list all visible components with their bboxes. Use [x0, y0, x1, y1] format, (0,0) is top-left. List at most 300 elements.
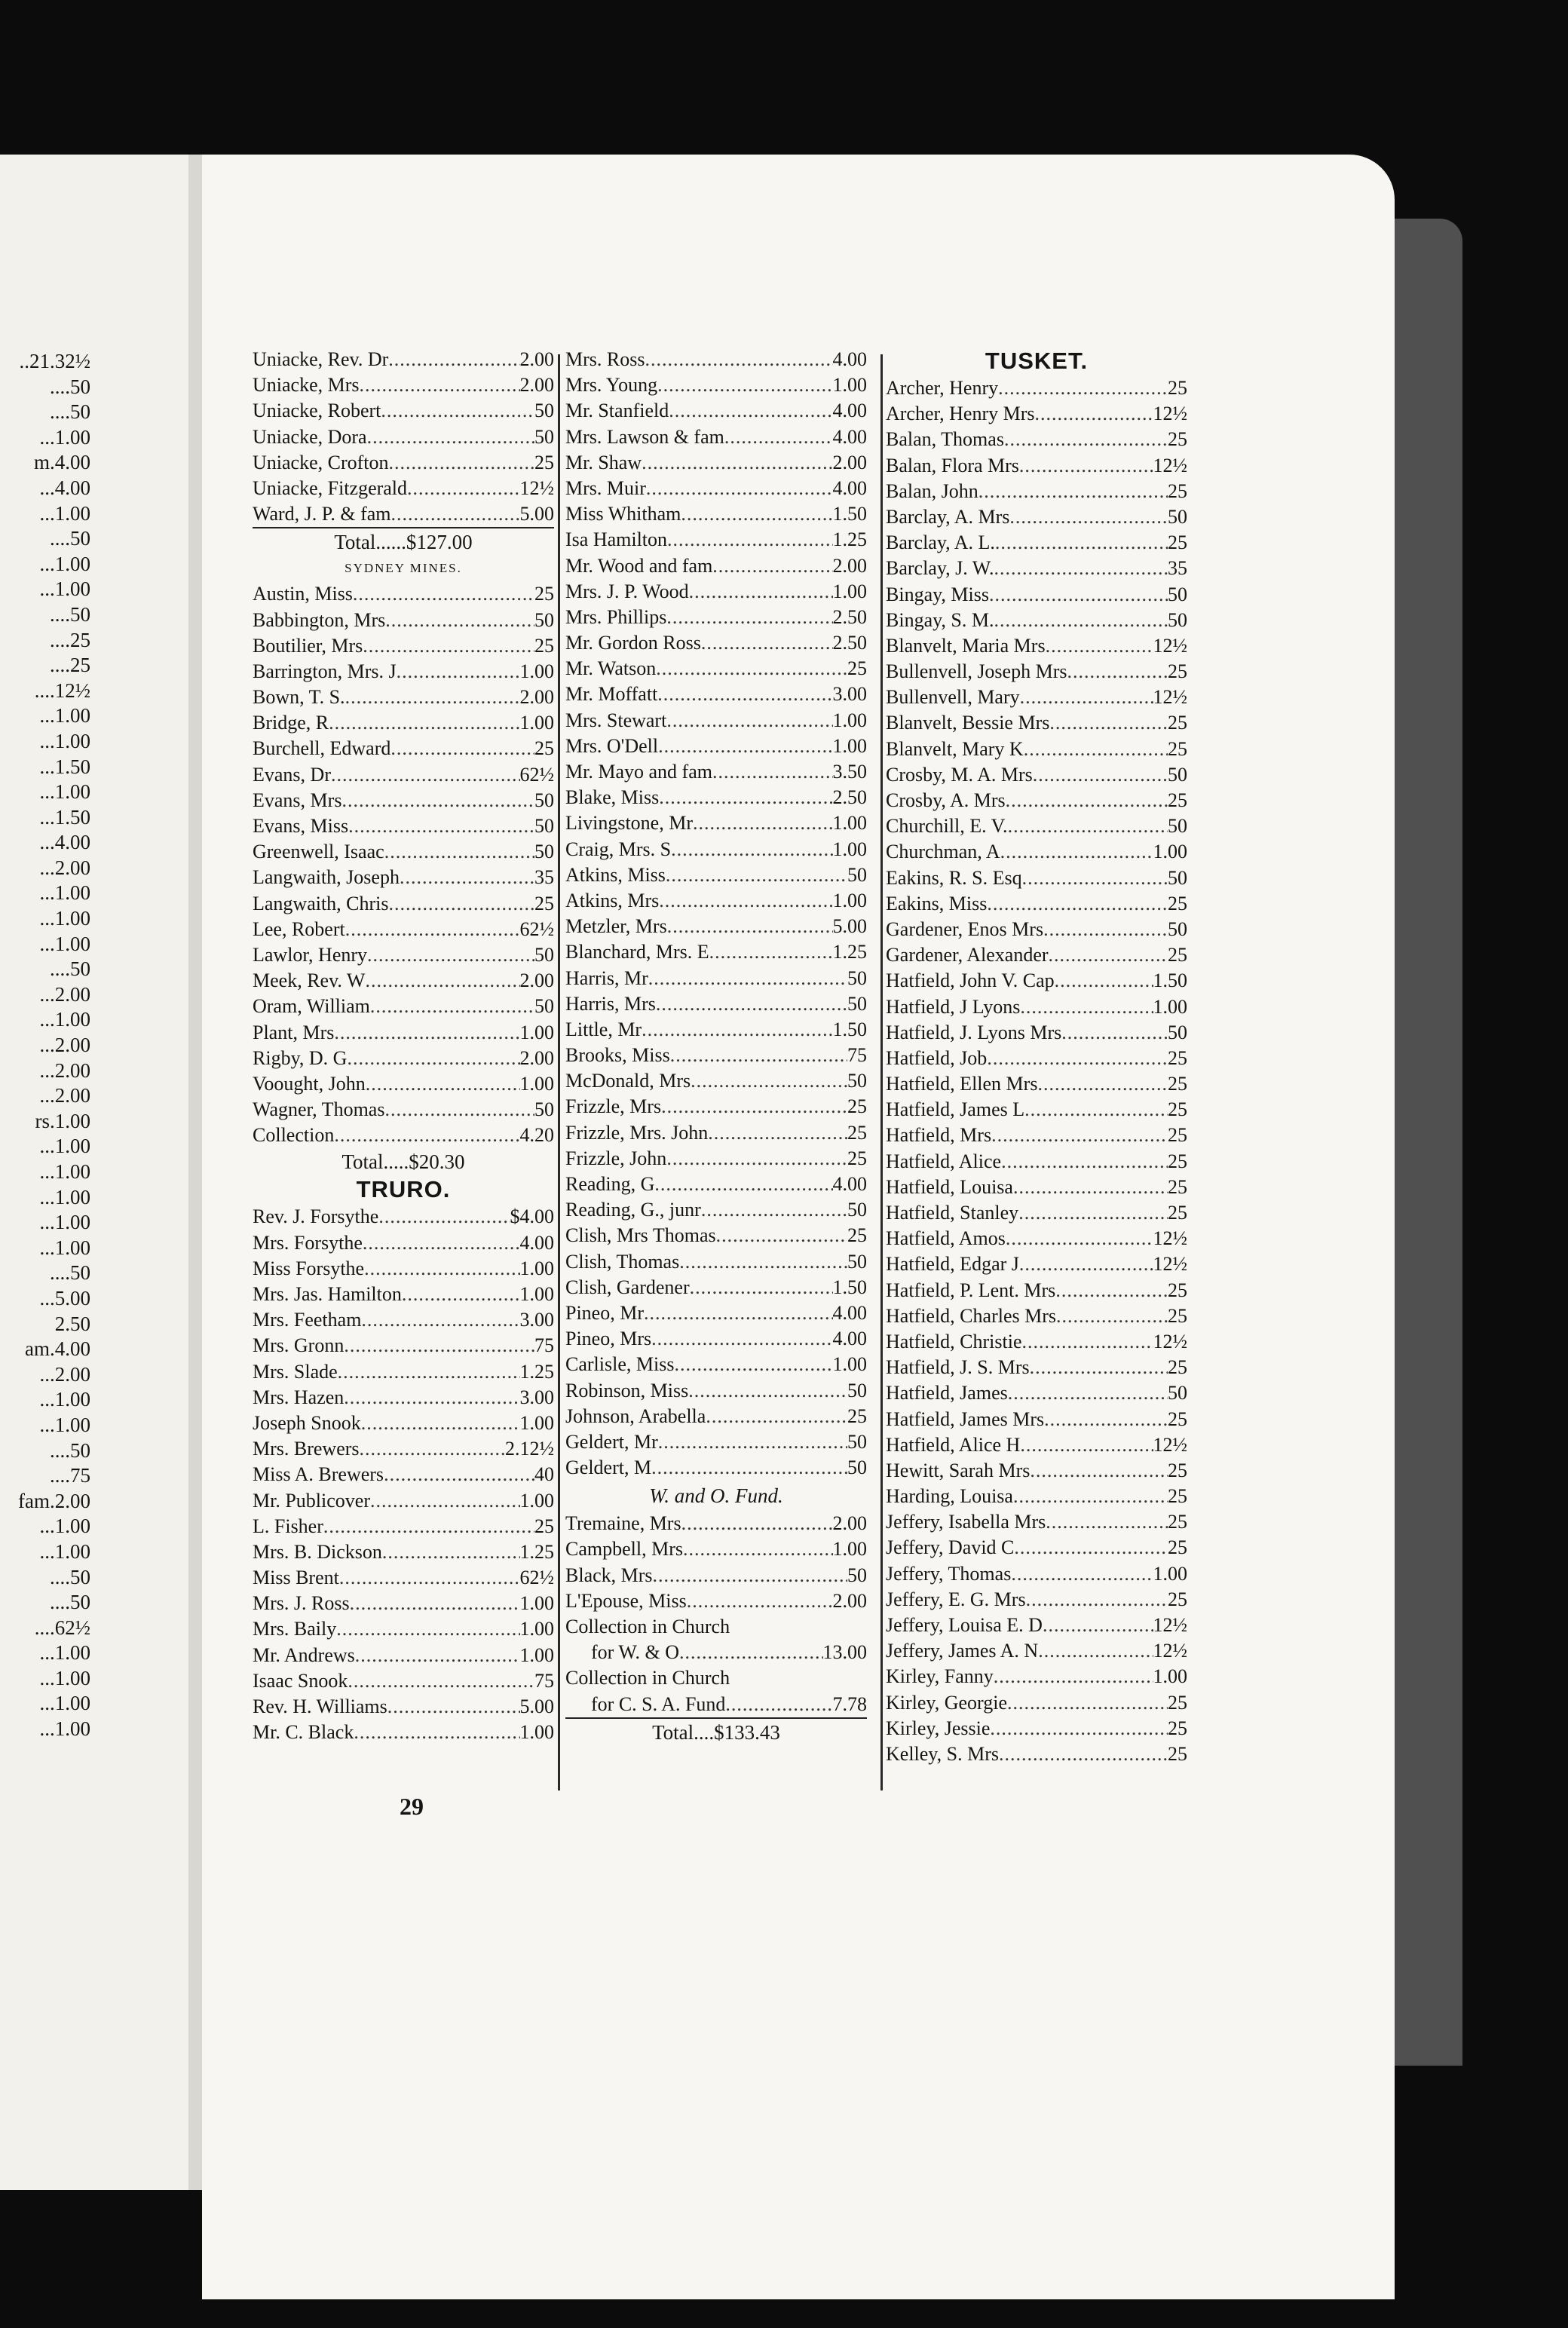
entry-amount: 62½	[519, 917, 554, 940]
entry-amount: 5.00	[519, 503, 554, 525]
subscription-entry	[886, 968, 1187, 994]
dot-leader	[344, 1385, 519, 1411]
dot-leader	[658, 734, 832, 759]
entry-name: Bullenvell, Joseph Mrs	[886, 660, 1067, 683]
entry-amount: 12½	[1153, 1433, 1187, 1456]
entry-name: Balan, John	[886, 479, 978, 502]
entry-amount: 50	[1168, 1021, 1187, 1043]
dot-leader	[657, 682, 832, 707]
subscription-entry	[565, 1352, 867, 1377]
entry-name: Mrs. Lawson & fam	[565, 425, 724, 448]
dot-leader	[1000, 839, 1153, 865]
entry-name: Hatfield, Job	[886, 1046, 988, 1069]
entry-name: Uniacke, Mrs	[253, 374, 360, 397]
entry-amount: 1.00	[832, 734, 867, 757]
dot-leader	[385, 608, 534, 633]
entry-amount: 1.00	[519, 1072, 554, 1095]
dot-leader	[367, 424, 534, 450]
entry-name: Mrs. Baily	[253, 1618, 337, 1640]
entry-amount: 12½	[1153, 634, 1187, 657]
subscription-entry	[886, 710, 1187, 736]
subscription-entry	[565, 1275, 867, 1300]
entry-amount: 25	[1168, 712, 1187, 734]
entry-name: Rigby, D. G	[253, 1046, 348, 1069]
subscription-entry	[565, 553, 867, 579]
entry-amount: 4.00	[832, 425, 867, 448]
subscription-entry	[886, 942, 1187, 968]
entry-name: Eakins, Miss	[886, 892, 988, 914]
entry-name: Barclay, J. W.	[886, 557, 994, 580]
entry-name: Brooks, Miss	[565, 1044, 670, 1067]
entry-amount: 1.00	[832, 812, 867, 835]
entry-name: Miss Brent	[253, 1567, 339, 1589]
entry-amount: 50	[847, 1564, 867, 1586]
previous-page-line: ...2.00	[39, 1034, 90, 1057]
dot-leader	[363, 633, 534, 659]
entry-name: Hatfield, Amos	[886, 1227, 1006, 1250]
entry-name: Rev. H. Williams	[253, 1695, 387, 1717]
entry-name: Rev. J. Forsythe	[253, 1205, 379, 1228]
entry-amount: 75	[534, 1334, 554, 1357]
previous-page-line: ...4.00	[39, 831, 90, 854]
previous-page-line: ...1.00	[39, 881, 90, 905]
subscription-entry	[886, 1535, 1187, 1561]
entry-amount: 4.00	[832, 1173, 867, 1195]
entry-name: Mrs. Brewers	[253, 1438, 360, 1460]
entry-amount: 25	[847, 657, 867, 680]
subscription-entry	[886, 1561, 1187, 1587]
dot-leader	[651, 1455, 847, 1481]
entry-name: Churchill, E. V.	[886, 815, 1008, 838]
entry-amount: 25	[847, 1404, 867, 1427]
entry-name: Hatfield, Stanley	[886, 1202, 1019, 1224]
subscription-entry	[253, 685, 554, 710]
collection-1-line1: Collection in Church	[565, 1616, 730, 1637]
entry-amount: 25	[534, 451, 554, 473]
dot-leader	[645, 347, 832, 372]
entry-amount: 50	[534, 995, 554, 1018]
subscription-entry	[253, 1616, 554, 1642]
entry-amount: 50	[1168, 763, 1187, 786]
entry-amount: 2.00	[519, 686, 554, 709]
entry-amount: 12½	[1153, 403, 1187, 425]
dot-leader	[666, 605, 832, 630]
entry-amount: 40	[534, 1463, 554, 1486]
dot-leader	[681, 501, 832, 527]
previous-page-line: ...1.00	[39, 1539, 90, 1563]
previous-page-line: ...1.00	[39, 1185, 90, 1208]
entry-amount: 25	[847, 1147, 867, 1169]
subscription-entry	[886, 813, 1187, 839]
entry-name: Uniacke, Crofton	[253, 451, 389, 473]
subscription-entry	[886, 737, 1187, 762]
subscription-entry	[886, 1380, 1187, 1406]
entry-amount: 25	[847, 1095, 867, 1118]
subscription-entry	[886, 1587, 1187, 1613]
entry-name: for W. & O	[591, 1641, 679, 1664]
previous-page-line: ....50	[50, 602, 90, 626]
entry-name: Bridge, R	[253, 712, 329, 734]
subscription-entry	[253, 839, 554, 865]
entry-name: Hatfield, Alice	[886, 1150, 1002, 1172]
subscription-entry	[565, 1404, 867, 1429]
entry-amount: 2.00	[519, 969, 554, 992]
entry-name: for C. S. A. Fund	[591, 1692, 726, 1715]
entry-amount: 1.00	[519, 1721, 554, 1744]
entry-amount: 50	[534, 943, 554, 966]
entry-name: Hewitt, Sarah Mrs	[886, 1459, 1031, 1481]
total-fund: Total....$133.43	[565, 1717, 867, 1746]
subscription-entry	[253, 813, 554, 839]
collection-1-line2	[565, 1640, 867, 1665]
subscription-entry	[886, 582, 1187, 608]
dot-leader	[706, 1404, 847, 1429]
tusket-heading: TUSKET.	[985, 348, 1089, 374]
entry-amount: 25	[534, 737, 554, 760]
entry-amount: 50	[534, 789, 554, 811]
previous-page-line: ...1.00	[39, 577, 90, 601]
subscription-entry	[253, 1436, 554, 1462]
entry-amount: 50	[847, 863, 867, 886]
entry-name: Mr. Wood and fam	[565, 554, 713, 577]
entry-amount: 25	[1168, 1536, 1187, 1559]
subscription-entry	[886, 1123, 1187, 1148]
subscription-entry	[565, 1172, 867, 1197]
dot-leader	[651, 1326, 832, 1352]
entry-name: Frizzle, Mrs	[565, 1095, 662, 1118]
entry-name: Jeffery, Isabella Mrs	[886, 1511, 1046, 1533]
entry-name: Campbell, Mrs	[565, 1538, 683, 1561]
dot-leader	[361, 1411, 520, 1436]
previous-page-amounts	[0, 349, 90, 1742]
entry-amount: 1.25	[519, 1360, 554, 1383]
subscription-entry	[565, 991, 867, 1017]
entry-amount: 25	[1168, 944, 1187, 966]
dot-leader	[666, 708, 832, 734]
entry-name: Frizzle, Mrs. John	[565, 1121, 709, 1144]
subscription-entry	[886, 1664, 1187, 1689]
subscription-entry	[253, 372, 554, 398]
previous-page-line: ...1.00	[39, 907, 90, 930]
entry-name: Clish, Thomas	[565, 1250, 680, 1273]
entry-name: Mrs. Muir	[565, 476, 646, 499]
dot-leader	[1011, 1561, 1153, 1587]
entry-amount: 25	[1168, 377, 1187, 399]
dot-leader	[994, 608, 1168, 633]
entry-name: Bown, T. S.	[253, 686, 345, 709]
entry-amount: 1.00	[519, 1643, 554, 1666]
subscription-entry	[886, 375, 1187, 401]
subscription-entry	[886, 788, 1187, 813]
subscription-entry	[253, 347, 554, 372]
previous-page-line: ....75	[50, 1464, 90, 1487]
entry-name: Hatfield, Christie	[886, 1330, 1022, 1352]
dot-leader	[671, 837, 832, 862]
entry-amount: 12½	[1153, 1614, 1187, 1636]
dot-leader	[642, 450, 832, 476]
previous-page-line: ....25	[50, 628, 90, 651]
dot-leader	[361, 1307, 519, 1333]
subscription-entry	[253, 1591, 554, 1616]
subscription-entry	[565, 605, 867, 630]
entry-name: Langwaith, Joseph	[253, 866, 400, 889]
subscription-entry	[253, 633, 554, 659]
entry-name: Uniacke, Robert	[253, 400, 381, 422]
subscription-entry	[886, 1071, 1187, 1097]
entry-name: Mr. Moffatt	[565, 683, 658, 706]
entry-name: Uniacke, Dora	[253, 425, 367, 448]
entry-amount: 50	[847, 1457, 867, 1479]
subscription-entry	[253, 1204, 554, 1230]
dot-leader	[1038, 1638, 1153, 1664]
entry-name: Reading, G	[565, 1173, 655, 1195]
entry-amount: 25	[1168, 1356, 1187, 1379]
entry-amount: 25	[1168, 1511, 1187, 1533]
dot-leader	[709, 939, 833, 965]
dot-leader	[712, 553, 832, 579]
previous-page-line: ....50	[50, 1591, 90, 1614]
entry-name: Austin, Miss	[253, 583, 353, 605]
subscription-entry	[886, 1303, 1187, 1329]
entry-name: Hatfield, Mrs	[886, 1124, 992, 1147]
subscription-entry	[886, 994, 1187, 1020]
entry-amount: 12½	[1153, 686, 1187, 709]
dot-leader	[353, 581, 534, 607]
entry-name: Mrs. Ross	[565, 348, 645, 370]
subscription-entry	[253, 994, 554, 1019]
dot-leader	[724, 424, 833, 450]
subscription-entry	[565, 939, 867, 965]
dot-leader	[344, 1333, 534, 1359]
dot-leader	[725, 1692, 832, 1717]
previous-page-line: ...1.00	[39, 780, 90, 804]
entry-name: Mrs. J. P. Wood	[565, 580, 689, 602]
dot-leader	[334, 1020, 519, 1046]
entry-amount: 50	[534, 400, 554, 422]
entry-amount: 25	[847, 1224, 867, 1247]
dot-leader	[990, 1716, 1168, 1741]
dot-leader	[1018, 1200, 1168, 1226]
entry-name: Hatfield, Alice H	[886, 1433, 1021, 1456]
previous-page-line: m.4.00	[33, 451, 90, 474]
subscription-entry	[886, 1329, 1187, 1355]
subscription-entry	[253, 659, 554, 685]
dot-leader	[348, 1668, 534, 1694]
subscription-entry	[886, 1226, 1187, 1251]
dot-leader	[366, 1071, 520, 1097]
subscription-entry	[565, 656, 867, 682]
entry-name: Mrs. Gronn	[253, 1334, 345, 1357]
subscription-entry	[565, 579, 867, 605]
previous-page-line: ...1.00	[39, 501, 90, 525]
entry-amount: 12½	[1153, 454, 1187, 476]
entry-amount: 25	[1168, 1150, 1187, 1172]
dot-leader	[1019, 1251, 1153, 1277]
entry-name: Mr. Watson	[565, 657, 657, 680]
subscription-entry	[565, 1120, 867, 1146]
entry-name: Tremaine, Mrs	[565, 1512, 681, 1535]
subscription-entry	[253, 1359, 554, 1385]
previous-page-line: ...5.00	[39, 1286, 90, 1310]
subscription-entry	[565, 810, 867, 836]
previous-page-line: ...2.00	[39, 1362, 90, 1386]
entry-amount: 1.00	[832, 1538, 867, 1561]
entry-name: Burchell, Edward	[253, 737, 391, 760]
entry-amount: 50	[534, 815, 554, 837]
entry-amount: 25	[534, 892, 554, 914]
entry-amount: 12½	[1153, 1640, 1187, 1662]
dot-leader	[397, 659, 520, 685]
entry-amount: 4.00	[832, 348, 867, 370]
previous-page-line: ...1.00	[39, 1515, 90, 1538]
dot-leader	[1049, 942, 1168, 968]
entry-amount: 50	[534, 608, 554, 631]
entry-amount: 25	[1168, 660, 1187, 683]
previous-page-line: ...1.00	[39, 704, 90, 728]
previous-page-line: ...4.00	[39, 476, 90, 499]
dot-leader	[708, 1120, 847, 1146]
subscription-entry	[253, 1020, 554, 1046]
subscription-entry	[253, 917, 554, 942]
dot-leader	[1006, 1226, 1153, 1251]
entry-name: Uniacke, Fitzgerald	[253, 476, 408, 499]
entry-amount: 1.00	[1153, 1665, 1187, 1688]
subscription-entry	[886, 504, 1187, 530]
entry-name: Geldert, M	[565, 1457, 652, 1479]
subscription-entry	[886, 1613, 1187, 1638]
entry-amount: 1.00	[832, 374, 867, 397]
subscription-entry	[253, 1282, 554, 1307]
entry-amount: 25	[1168, 892, 1187, 914]
entry-amount: 12½	[1153, 1330, 1187, 1352]
dot-leader	[345, 917, 520, 942]
previous-page-line: ...1.00	[39, 1135, 90, 1158]
dot-leader	[653, 1563, 847, 1588]
previous-page-line: ....25	[50, 654, 90, 677]
entry-name: McDonald, Mrs	[565, 1070, 691, 1092]
entry-amount: 25	[534, 634, 554, 657]
column-3	[886, 347, 1187, 1767]
column-2	[565, 347, 867, 1746]
entry-amount: 25	[1168, 737, 1187, 760]
entry-name: Johnson, Arabella	[565, 1404, 706, 1427]
entry-amount: 2.12½	[505, 1438, 554, 1460]
previous-page-line: ...1.00	[39, 1211, 90, 1234]
dot-leader	[1020, 994, 1153, 1020]
subscription-entry	[565, 734, 867, 759]
truro-list	[253, 1204, 554, 1745]
entry-name: Craig, Mrs. S	[565, 838, 672, 860]
previous-page-line: ....62½	[34, 1616, 90, 1639]
entry-name: Hatfield, Louisa	[886, 1175, 1013, 1198]
entry-name: Kirley, Fanny	[886, 1665, 994, 1688]
subscription-entry	[253, 398, 554, 424]
previous-page-line: ...1.00	[39, 932, 90, 955]
entry-amount: 25	[1168, 531, 1187, 554]
entry-name: Jeffery, David C	[886, 1536, 1015, 1559]
subscription-entry	[565, 1429, 867, 1455]
entry-name: Pineo, Mr	[565, 1301, 644, 1324]
dot-leader	[1022, 865, 1168, 891]
subscription-entry	[253, 762, 554, 788]
dot-leader	[1019, 453, 1153, 479]
entry-name: Evans, Miss	[253, 815, 349, 837]
entry-name: Evans, Mrs	[253, 789, 342, 811]
subscription-entry	[886, 401, 1187, 427]
entry-name: Reading, G., junr	[565, 1199, 701, 1221]
entry-name: Blanvelt, Bessie Mrs	[886, 712, 1050, 734]
entry-amount: 1.00	[832, 580, 867, 602]
subscription-entry	[253, 1488, 554, 1514]
entry-amount: 4.00	[519, 1231, 554, 1254]
subscription-entry	[565, 1378, 867, 1404]
entry-amount: 1.00	[832, 1353, 867, 1376]
entry-name: Evans, Dr	[253, 763, 331, 786]
entry-name: Geldert, Mr	[565, 1430, 658, 1453]
subscription-entry	[253, 1462, 554, 1487]
dot-leader	[384, 1097, 534, 1123]
dot-leader	[712, 759, 833, 785]
dot-leader	[1061, 1020, 1168, 1046]
dot-leader	[666, 1146, 847, 1172]
entry-amount: 2.00	[832, 554, 867, 577]
entry-name: Hatfield, John V. Cap	[886, 969, 1055, 992]
dot-leader	[329, 710, 519, 736]
subscription-entry	[886, 1690, 1187, 1716]
subscription-entry	[253, 1385, 554, 1411]
previous-page-line: rs.1.00	[35, 1109, 90, 1132]
dot-leader	[345, 685, 520, 710]
entry-amount: 1.00	[832, 838, 867, 860]
entry-amount: 75	[847, 1044, 867, 1067]
entry-name: Lawlor, Henry	[253, 943, 368, 966]
previous-page-line: ...1.00	[39, 729, 90, 752]
subscription-entry	[253, 1123, 554, 1148]
dot-leader	[384, 839, 534, 865]
dot-leader	[1008, 813, 1168, 839]
subscription-entry	[886, 1458, 1187, 1484]
subscription-entry	[565, 1017, 867, 1043]
dot-leader	[1007, 1690, 1168, 1716]
entry-amount: 1.00	[519, 1021, 554, 1043]
subscription-entry	[253, 1539, 554, 1565]
subscription-entry	[886, 1509, 1187, 1535]
entry-amount: 1.00	[519, 1592, 554, 1615]
subscription-entry	[886, 891, 1187, 917]
entry-amount: 50	[1168, 866, 1187, 889]
dot-leader	[648, 966, 847, 991]
entry-amount: 50	[847, 992, 867, 1015]
dot-leader	[991, 1123, 1168, 1148]
dot-leader	[646, 476, 833, 501]
entry-name: Lee, Robert	[253, 917, 345, 940]
entry-amount: 25	[1168, 1124, 1187, 1147]
entry-amount: 13.00	[822, 1641, 867, 1664]
subscription-entry	[886, 685, 1187, 710]
dot-leader	[1004, 427, 1168, 452]
subscription-entry	[253, 1071, 554, 1097]
dot-leader	[323, 1514, 534, 1539]
entry-amount: 50	[534, 841, 554, 863]
subscription-entry	[565, 914, 867, 939]
entry-name: Mrs. Stewart	[565, 709, 667, 731]
dot-leader	[642, 1017, 832, 1043]
entry-amount: 25	[534, 1515, 554, 1537]
subscription-entry	[886, 1251, 1187, 1277]
dot-leader	[659, 888, 832, 914]
entry-amount: 1.00	[519, 1257, 554, 1279]
entry-amount: 2.50	[832, 786, 867, 809]
